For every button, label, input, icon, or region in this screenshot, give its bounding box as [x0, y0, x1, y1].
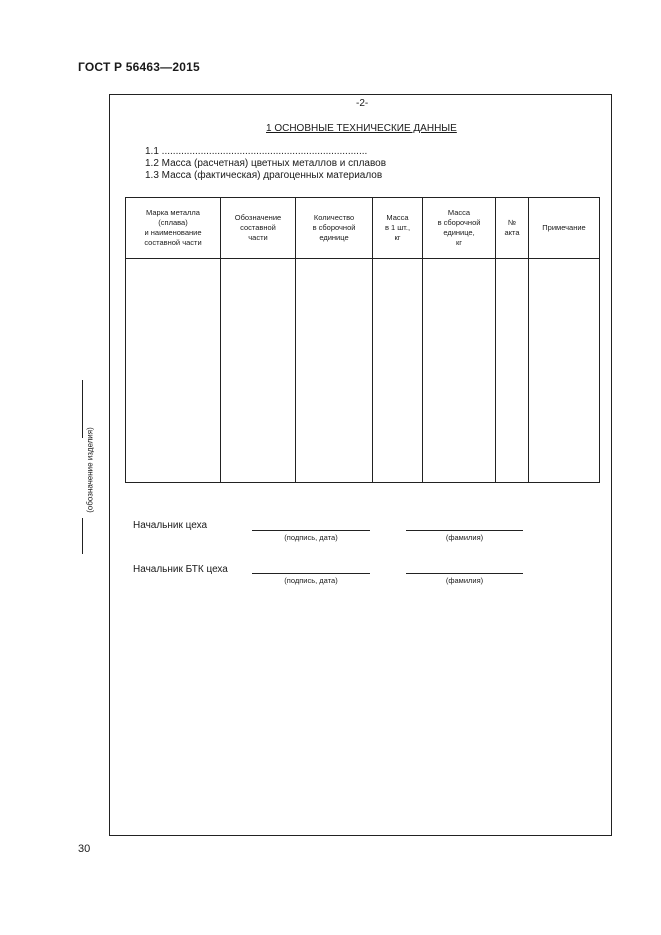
- table-cell: [296, 259, 373, 483]
- margin-line-bottom: [82, 518, 83, 554]
- name-line: [406, 573, 523, 574]
- table-cell: [529, 259, 600, 483]
- sheet-number: -2-: [356, 98, 369, 109]
- col-header-mass-in-assembly: Масса в сборочной единице, кг: [423, 198, 496, 259]
- table-cell: [126, 259, 221, 483]
- signature-caption-sign: (подпись, дата): [284, 576, 338, 585]
- item-1-2: 1.2 Масса (расчетная) цветных металлов и сплавов: [145, 158, 387, 169]
- col-header-note: Примечание: [529, 198, 600, 259]
- table-cell: [373, 259, 423, 483]
- materials-table: [125, 197, 600, 483]
- signature-line: [252, 530, 370, 531]
- table-cell: [221, 259, 296, 483]
- table-cell: [423, 259, 496, 483]
- col-header-metal-grade: Марка металла (сплава) и наименование составной части: [126, 198, 221, 259]
- signature-role-qc-head: Начальник БТК цеха: [133, 564, 228, 575]
- signature-role-shop-head: Начальник цеха: [133, 520, 208, 531]
- item-1-3: 1.3 Масса (фактическая) драгоценных материалов: [145, 170, 383, 181]
- standard-designation: ГОСТ Р 56463—2015: [78, 60, 200, 74]
- section-title: 1 ОСНОВНЫЕ ТЕХНИЧЕСКИЕ ДАННЫЕ: [266, 123, 457, 134]
- signature-line: [252, 573, 370, 574]
- table-header-row: [126, 198, 600, 259]
- name-line: [406, 530, 523, 531]
- page-number: 30: [78, 843, 91, 855]
- margin-line-top: [82, 380, 83, 438]
- signature-caption-name: (фамилия): [445, 533, 484, 542]
- col-header-mass-per-unit: Масса в 1 шт., кг: [373, 198, 423, 259]
- signature-caption-sign: (подпись, дата): [284, 533, 338, 542]
- col-header-part-designation: Обозначение составной части: [221, 198, 296, 259]
- item-1-1: 1.1 ..........................................................................: [145, 146, 368, 157]
- col-header-quantity: Количество в сборочной единице: [296, 198, 373, 259]
- table-row: [126, 259, 600, 483]
- signature-caption-name: (фамилия): [445, 576, 484, 585]
- table-cell: [496, 259, 529, 483]
- col-header-act-number: № акта: [496, 198, 529, 259]
- margin-caption: (обозначение изделия): [85, 427, 95, 513]
